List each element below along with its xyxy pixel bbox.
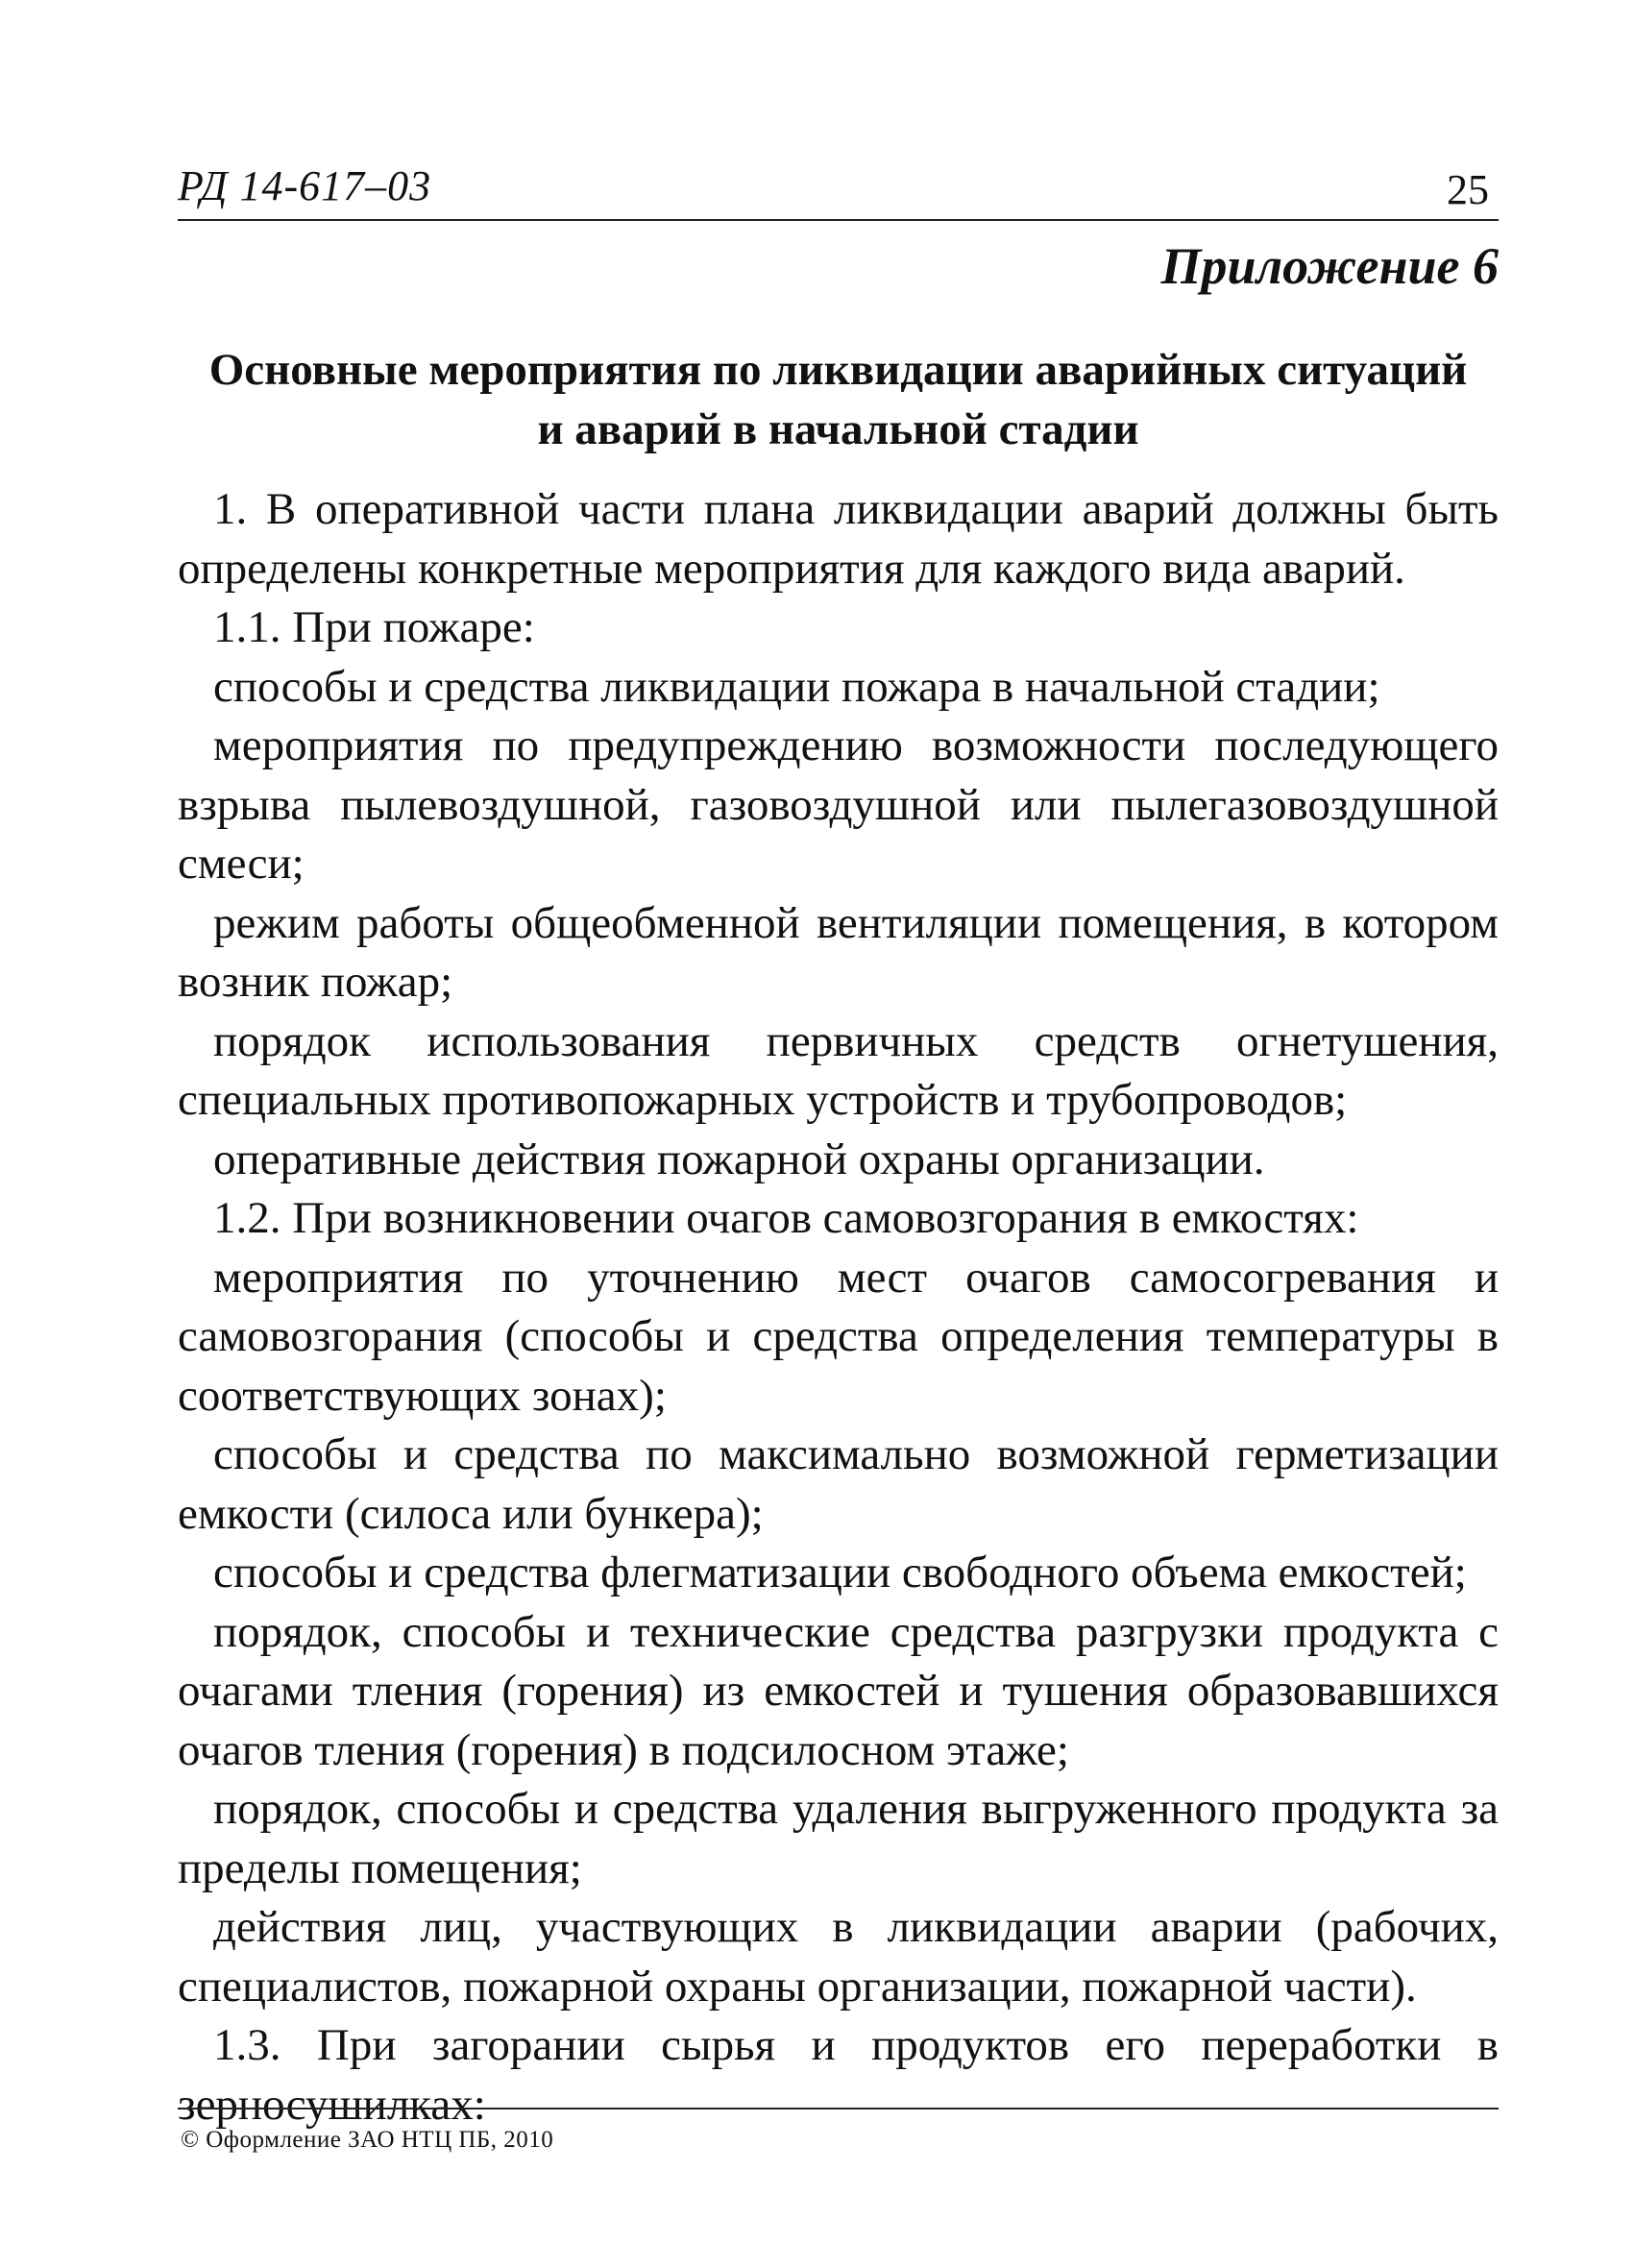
paragraph: способы и средства ликвидации пожара в начальной стадии; <box>213 661 1380 712</box>
page-header <box>178 161 1499 221</box>
document-code: РД 14-617–03 <box>178 162 432 209</box>
title-line-2: и аварий в начальной стадии <box>537 404 1139 454</box>
paragraph: оперативные действия пожарной охраны организации. <box>213 1134 1265 1184</box>
paragraph: 1.1. При пожаре: <box>213 602 535 652</box>
paragraph: действия лиц, участвующих в ликвидации аварии (рабочих, специалистов, пожарной охраны организации, пожарной части). <box>178 1902 1499 2012</box>
title-line-1: Основные мероприятия по ликвидации аварийных ситуаций <box>208 345 1468 395</box>
footer-copyright: © Оформление ЗАО НТЦ ПБ, 2010 <box>181 2127 554 2153</box>
paragraph: способы и средства по максимально возможной герметизации емкости (силоса или бункера); <box>178 1429 1499 1539</box>
paragraph: режим работы общеобменной вентиляции помещения, в котором возник пожар; <box>178 897 1499 1007</box>
page-number: 25 <box>1447 166 1489 213</box>
document-title <box>178 340 1499 459</box>
paragraph: 1. В оперативной части плана ликвидации аварий должны быть определены конкретные мероприятия для каждого вида аварий. <box>178 484 1499 594</box>
paragraph: мероприятия по уточнению мест очагов самосогревания и самовозгорания (способы и средства определения температуры в соответствующих зонах); <box>178 1252 1499 1421</box>
paragraph: 1.3. При загорании сырья и продуктов его переработки в зерносушилках: <box>178 2020 1499 2130</box>
paragraph: 1.2. При возникновении очагов самовозгорания в емкостях: <box>213 1193 1359 1243</box>
paragraph: способы и средства флегматизации свободного объема емкостей; <box>213 1548 1467 1597</box>
paragraph: порядок, способы и технические средства разгрузки продукта с очагами тления (горения) из емкостей и тушения образовавшихся очагов тления (горения) в подсилосном этаже; <box>178 1606 1499 1775</box>
paragraph: мероприятия по предупреждению возможности последующего взрыва пылевоздушной, газовоздушной или пылегазовоздушной смеси; <box>178 720 1499 889</box>
body-text <box>178 480 1499 2134</box>
paragraph: порядок использования первичных средств огнетушения, специальных противопожарных устройств и трубопроводов; <box>178 1015 1499 1125</box>
appendix-label: Приложение 6 <box>1160 237 1499 295</box>
paragraph: порядок, способы и средства удаления выгруженного продукта за пределы помещения; <box>178 1784 1499 1893</box>
footer-divider <box>178 2108 1499 2109</box>
